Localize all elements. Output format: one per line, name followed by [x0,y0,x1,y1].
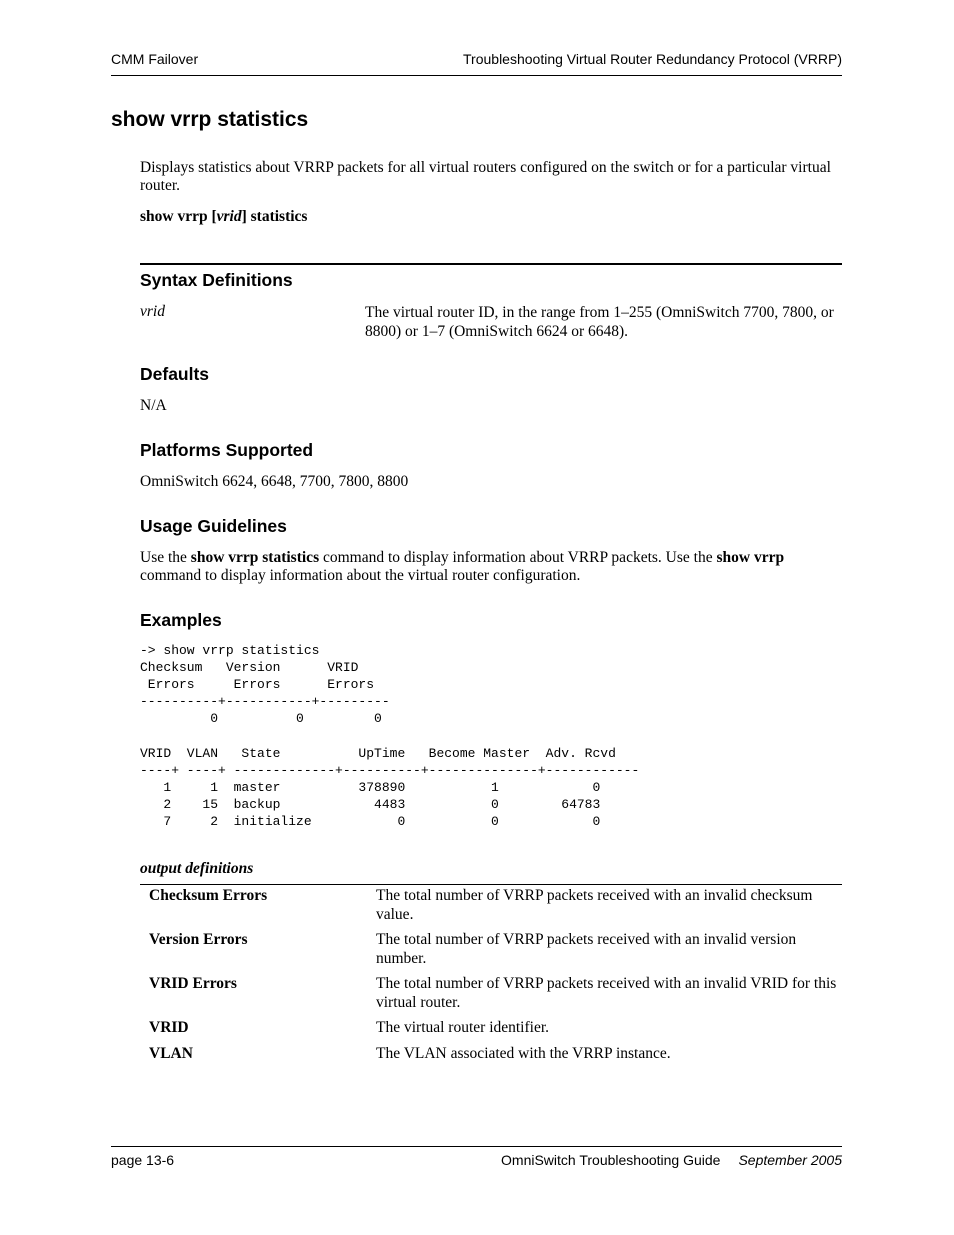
footer-guide-info [501,1152,842,1168]
output-description: The virtual router identifier. [376,1019,550,1036]
syntax-definitions-heading: Syntax Definitions [140,270,293,290]
output-term: VRID [149,1019,189,1036]
output-definitions-title: output definitions [140,860,254,877]
output-row-vlan [140,1045,842,1064]
output-term: Version Errors [149,931,248,948]
usage-text-2: command to display information about VRRP packets. Use the [319,549,717,566]
output-row-checksum-errors [140,887,842,924]
usage-text-3: command to display information about the virtual router configuration. [140,567,581,584]
command-description: Displays statistics about VRRP packets for all virtual routers configured on the switch or for a particular virtual router. [140,159,831,194]
platforms-value: OmniSwitch 6624, 6648, 7700, 7800, 8800 [140,473,409,490]
syntax-term: vrid [140,303,165,320]
output-row-version-errors [140,931,842,968]
syntax-command-part-2: ] statistics [241,208,308,225]
output-description: The total number of VRRP packets received with an invalid checksum value. [376,887,813,923]
syntax-term-description: The virtual router ID, in the range from 1–255 (OmniSwitch 7700, 7800, or 8800) or 1–7 (OmniSwitch 6624 or 6648). [365,304,834,340]
usage-text-1: Use the [140,549,191,566]
output-term: VRID Errors [149,975,237,992]
examples-heading: Examples [140,610,222,630]
syntax-parameter: vrid [216,208,242,225]
guide-title: OmniSwitch Troubleshooting Guide [501,1152,721,1168]
defaults-heading: Defaults [140,364,210,384]
section-divider [140,263,842,265]
output-term: Checksum Errors [149,887,268,904]
example-output-code: -> show vrrp statistics Checksum Version VRID Errors Errors Errors ----------+-----------+--------- 0 0 0 VRID VLAN State UpTime Become Master Adv. Rcvd ----+ ----+ -------------+----------+--------------+------------ 1 1 master 378890 1 0 2 15 backup 4483 0 64783 7 2 initialize 0 0 0 [140,643,640,829]
command-syntax [140,208,307,226]
syntax-command-part-1: show vrrp [ [140,208,217,225]
usage-guidelines-text [140,549,840,585]
usage-command-2: show vrrp [716,549,785,566]
output-description: The VLAN associated with the VRRP instance. [376,1044,671,1062]
page-title: show vrrp statistics [111,108,309,131]
output-description: The total number of VRRP packets received with an invalid version number. [376,931,797,967]
output-row-vrid-errors [140,975,842,1012]
usage-command-1: show vrrp statistics [190,549,320,566]
output-definitions-table [140,884,842,1063]
header-chapter: CMM Failover [111,51,199,67]
header-section: Troubleshooting Virtual Router Redundancy Protocol (VRRP) [463,51,842,67]
output-row-vrid [140,1019,842,1038]
page-footer [111,1146,842,1168]
output-description: The total number of VRRP packets received with an invalid VRID for this virtual router. [376,975,837,1011]
page-header [111,51,842,76]
defaults-value: N/A [140,397,167,414]
publication-date: September 2005 [738,1152,842,1168]
platforms-heading: Platforms Supported [140,440,314,460]
output-term: VLAN [149,1044,193,1062]
usage-guidelines-heading: Usage Guidelines [140,516,287,536]
page-number: page 13-6 [111,1152,175,1168]
